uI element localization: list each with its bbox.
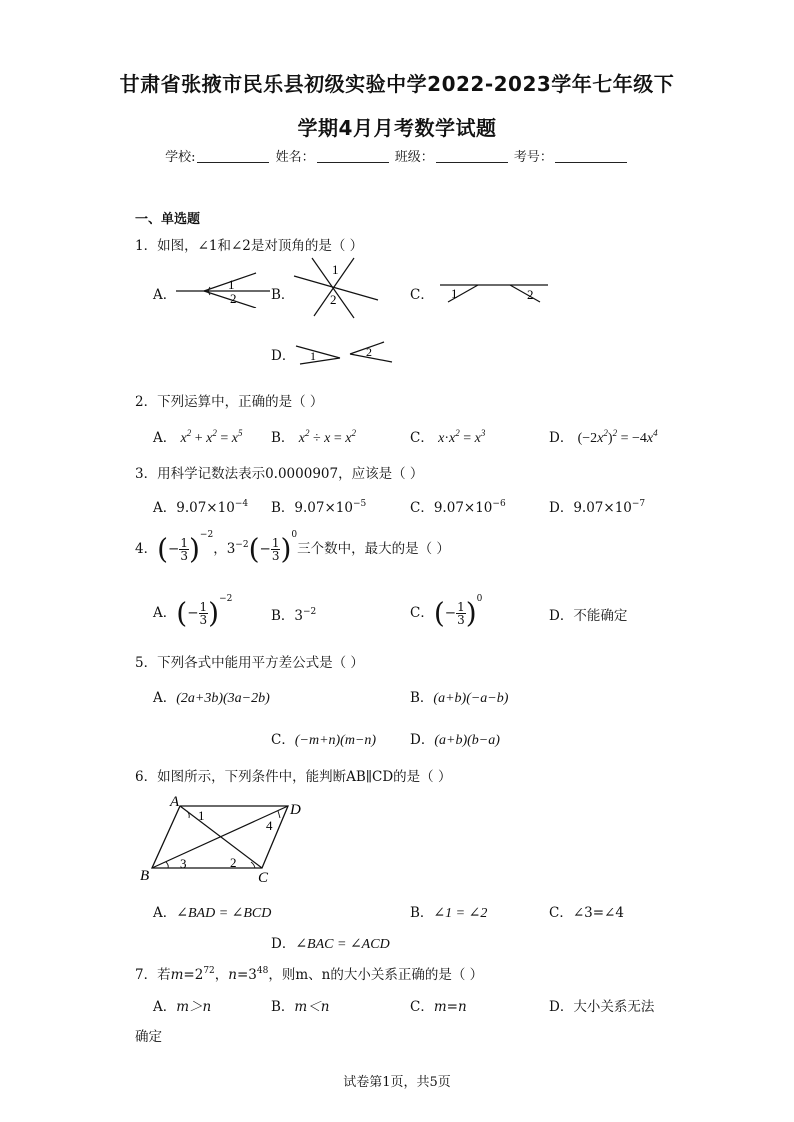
- q4-c-neg: −: [444, 605, 457, 621]
- q2-c-label: C．: [410, 430, 434, 446]
- q2-b-label: B．: [271, 430, 295, 446]
- q5-a-expr: (2a+3b)(3a−2b): [176, 691, 270, 706]
- q5-d-expr: (a+b)(b−a): [434, 733, 500, 748]
- q3-option-c: [410, 496, 506, 516]
- q2-option-d: D． $(-2x^2)^2 = -4x^4$: [549, 428, 658, 446]
- q4-a-neg: −: [187, 605, 199, 621]
- q7-option-c: [410, 995, 467, 1015]
- q7-option-a: [153, 995, 211, 1015]
- q1-option-d-label: D．: [271, 348, 296, 364]
- name-label: 姓名：: [275, 150, 315, 165]
- q6-option-a: [153, 901, 271, 922]
- q3-stem: 3．用科学记数法表示0.0000907，应该是（ ）: [135, 466, 424, 482]
- q1a-angle1-label: 1: [228, 277, 235, 292]
- paper-title-line1: 甘肃省张掖市民乐县初级实验中学2022-2023学年七年级下: [119, 72, 675, 96]
- q4-b-label: B．: [271, 608, 295, 624]
- q1b-angle2-label: 2: [330, 292, 337, 307]
- q1-figure-a: [176, 268, 276, 308]
- q6-vertex-d: D: [290, 802, 301, 818]
- q3-d-mantissa: 9.07×10: [573, 500, 632, 516]
- q1c-angle1-label: 1: [451, 286, 458, 301]
- q7-eq2: =3: [236, 967, 257, 983]
- q7-option-d: [549, 995, 654, 1015]
- q4-c-frac-num: 1: [457, 600, 465, 614]
- q1a-angle2-label: 2: [230, 291, 237, 306]
- q4-frac-num-2: 1: [271, 536, 280, 550]
- q4-d-label: D．: [549, 608, 574, 624]
- q6-d-expr: ∠BAC = ∠ACD: [295, 937, 390, 952]
- page-footer: 试卷第1页，共5页: [343, 1075, 451, 1090]
- q3-a-label: A．: [153, 500, 177, 516]
- q6-a-label: A．: [153, 905, 177, 921]
- q2-d-label: D．: [549, 430, 574, 446]
- q5-option-d: [410, 728, 500, 749]
- q6-angle3: 3: [180, 856, 187, 871]
- q5-b-label: B．: [410, 690, 434, 706]
- q1b-angle1-label: 1: [332, 262, 339, 277]
- q4-d-text: 不能确定: [573, 608, 628, 624]
- q6-d-label: D．: [271, 936, 296, 952]
- q4-frac-num: 1: [180, 536, 188, 550]
- q5-stem: 5．下列各式中能用平方差公式是（ ）: [135, 655, 364, 671]
- q4-b-exp: −2: [303, 607, 317, 617]
- q4-stem: 4．(− $\frac{1}{3}$ )$^{-2}$，$3^{-2}(-$ $\frac{1}{3}$ )$^0$三个数中，最大的是（ ）: [135, 530, 450, 566]
- q1-option-b-label: B．: [271, 287, 295, 303]
- q1-figure-d: [294, 338, 394, 368]
- q5-c-label: C．: [271, 732, 295, 748]
- q6-option-b: [410, 901, 487, 922]
- q5-option-a: [153, 686, 270, 707]
- q3-c-exp: −6: [492, 499, 506, 509]
- q7-var-m: m: [170, 967, 184, 983]
- q7-option-d-wrap: 确定: [135, 1029, 162, 1045]
- q7-d-label: D．: [549, 999, 574, 1015]
- q1-option-c-label: C．: [410, 287, 434, 303]
- q4-neg-sign-2: −: [259, 541, 271, 557]
- q6-stem: 6．如图所示，下列条件中，能判断AB∥CD的是（ ）: [135, 769, 452, 785]
- q7-a-expr: m＞n: [176, 999, 212, 1015]
- q7-stem: [135, 963, 483, 983]
- q4-exp-a: −2: [199, 530, 214, 540]
- exam-no-label: 考号：: [513, 150, 553, 165]
- q4-frac-den: 3: [180, 549, 188, 563]
- q3-d-label: D．: [549, 500, 574, 516]
- q1d-angle2-label: 2: [366, 345, 372, 359]
- q3-b-label: B．: [271, 500, 295, 516]
- q6-vertex-c: C: [258, 870, 269, 884]
- q2-option-b: B． $x^2 \div x = x^2$: [271, 428, 356, 446]
- q6-b-expr: ∠1 = ∠2: [433, 906, 488, 921]
- q7-a-label: A．: [153, 999, 177, 1015]
- q3-a-exp: −4: [234, 499, 249, 509]
- q3-option-d: [549, 496, 645, 516]
- q5-c-expr: (−m+n)(m−n): [294, 733, 377, 748]
- q5-option-b: [410, 686, 508, 707]
- q6-option-d: [271, 932, 390, 953]
- q6-option-c: [549, 901, 624, 921]
- q2-stem: 2．下列运算中，正确的是（ ）: [135, 394, 324, 410]
- q7-stem-pre: 7．若: [135, 967, 171, 983]
- q4-a-frac: [199, 601, 209, 626]
- q7-c-expr: m=n: [433, 999, 467, 1015]
- q3-option-b: [271, 496, 366, 516]
- school-blank: [197, 162, 269, 163]
- section-heading: 一、单选题: [135, 212, 201, 227]
- q7-d-text: 大小关系无法: [573, 999, 655, 1015]
- q7-b-label: B．: [271, 999, 295, 1015]
- q7-c-label: C．: [410, 999, 434, 1015]
- q6-vertex-a: A: [170, 794, 180, 810]
- q6-b-label: B．: [410, 905, 434, 921]
- q4-c-label: C．: [410, 605, 434, 621]
- q6-vertex-b: B: [140, 868, 150, 884]
- name-blank: [317, 162, 389, 163]
- q4-frac-den-2: 3: [271, 549, 280, 563]
- q2-a-label: A．: [153, 430, 177, 446]
- q4-exp-c: 0: [291, 530, 298, 540]
- q4-option-a: A．(− $\frac{1}{3}$ )$^{-2}$: [153, 594, 233, 630]
- q4-a-frac-den: 3: [199, 613, 208, 627]
- q7-eq1: =2: [183, 967, 204, 983]
- q4-mid: ，3: [213, 541, 236, 557]
- q7-exp2: 48: [256, 966, 269, 976]
- q4-neg-sign: −: [168, 541, 180, 557]
- school-label: 学校:: [165, 150, 196, 165]
- q1-figure-c: [436, 278, 552, 304]
- q2-option-a: A． $x^2 + x^2 = x^5$: [153, 428, 243, 446]
- q5-option-c: [271, 728, 376, 749]
- q4-a-exp: −2: [219, 594, 233, 604]
- q4-c-frac-den: 3: [457, 613, 465, 627]
- q6-c-expr: ∠3=∠4: [572, 905, 624, 921]
- q1c-angle2-label: 2: [527, 287, 534, 302]
- q6-a-expr: ∠BAD = ∠BCD: [176, 906, 272, 921]
- q1-option-a-label: A．: [153, 287, 177, 303]
- q3-a-mantissa: 9.07×10: [176, 500, 235, 516]
- q4-c-exp: 0: [476, 594, 483, 604]
- q5-a-label: A．: [153, 690, 177, 706]
- q3-b-mantissa: 9.07×10: [294, 500, 353, 516]
- q4-option-c: C．(− $\frac{1}{3}$ )$^0$: [410, 594, 483, 630]
- q2-option-c: C． $x\cdot x^2 = x^3$: [410, 428, 486, 446]
- q4-a-label: A．: [153, 605, 177, 621]
- class-label: 班级：: [394, 150, 434, 165]
- q6-angle1: 1: [198, 808, 205, 823]
- q4-a-frac-num: 1: [199, 600, 208, 614]
- q7-stem-post: ，则m、n的大小关系正确的是（ ）: [268, 967, 484, 983]
- q5-b-expr: (a+b)(−a−b): [433, 691, 509, 706]
- q3-d-exp: −7: [631, 499, 646, 509]
- q3-c-mantissa: 9.07×10: [433, 500, 493, 516]
- q3-c-label: C．: [410, 500, 434, 516]
- q7-option-b: [271, 995, 329, 1015]
- q6-figure: [138, 792, 318, 884]
- q4-option-b: B．$3^{-2}$: [271, 607, 317, 624]
- q3-b-exp: −5: [352, 499, 367, 509]
- paper-title-line2: 学期4月月考数学试题: [297, 116, 497, 140]
- q4-c-frac: [456, 601, 466, 626]
- q7-exp1: 72: [203, 966, 215, 976]
- q4-number: 4．: [135, 541, 158, 557]
- q6-c-label: C．: [549, 905, 573, 921]
- q5-d-label: D．: [410, 732, 435, 748]
- q6-angle4: 4: [266, 818, 273, 833]
- q1d-angle1-label: 1: [310, 349, 316, 363]
- student-info-row: [0, 146, 794, 165]
- q7-comma: ，: [214, 967, 229, 983]
- q1-figure-b: [292, 256, 384, 320]
- q4-exp-b: −2: [235, 540, 249, 550]
- exam-no-blank: [555, 162, 627, 163]
- q4-option-d: [549, 604, 627, 624]
- class-blank: [436, 162, 508, 163]
- q7-var-n: n: [228, 967, 237, 983]
- q6-angle2: 2: [230, 855, 237, 870]
- q3-option-a: [153, 496, 248, 516]
- q7-b-expr: m＜n: [294, 999, 330, 1015]
- q4-fraction: [179, 537, 189, 562]
- q1-stem: 1．如图，∠1和∠2是对顶角的是（ ）: [135, 238, 364, 254]
- q4-tail: 三个数中，最大的是（ ）: [297, 541, 450, 557]
